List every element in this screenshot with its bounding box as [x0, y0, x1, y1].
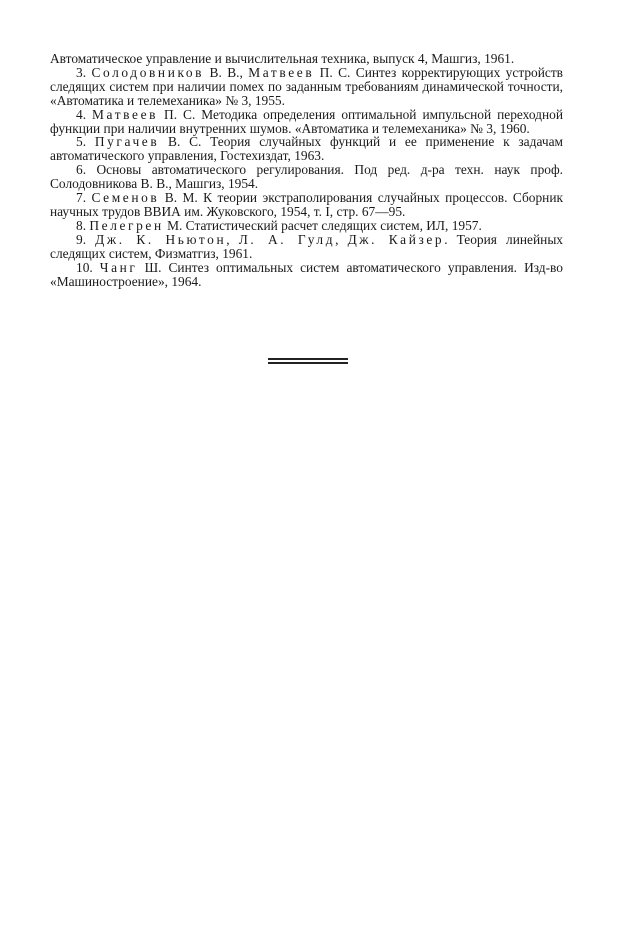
- divider-line: [268, 362, 348, 364]
- reference-number: 9.: [76, 231, 96, 247]
- reference-author: Матвеев: [248, 64, 315, 80]
- reference-author: Чанг: [99, 259, 138, 275]
- reference-text: П. С. Методика определения оптимальной импульсной переходной функции при наличии внутренних шумов. «Автоматика и телемеханика» № 3, 1960.: [50, 106, 564, 136]
- reference-text: М. Статистический расчет следящих систем, ИЛ, 1957.: [163, 217, 482, 233]
- reference-text: В. С. Теория случайных функций и ее применение к задачам автоматического управления, Гостехиздат, 1963.: [50, 134, 564, 164]
- reference-text: В. М. К теории экстраполирования случайных процессов. Сборник научных трудов ВВИА им. Жуковского, 1954, т. I, стр. 67—95.: [50, 190, 564, 219]
- reference-item-5: [50, 135, 563, 163]
- reference-number: 8.: [76, 217, 90, 233]
- reference-item-8: [50, 219, 563, 233]
- reference-author: Дж. Кайзер: [347, 231, 445, 247]
- reference-number: 7.: [76, 190, 92, 206]
- reference-item-continued: [50, 52, 563, 66]
- reference-item-3: [50, 66, 563, 108]
- reference-list: [50, 52, 563, 288]
- reference-number: 3.: [76, 64, 92, 80]
- reference-item-10: [50, 261, 563, 289]
- reference-author: Семенов: [91, 190, 160, 206]
- reference-text: ,: [226, 231, 239, 247]
- reference-item-9: [50, 233, 563, 261]
- reference-text: ,: [335, 231, 348, 247]
- reference-text: Ш. Синтез оптимальных систем автоматического управления. Изд-во «Машиностроение», 1964.: [50, 259, 563, 289]
- end-of-section-rule: [268, 358, 348, 364]
- reference-author: Матвеев: [92, 106, 159, 122]
- reference-number: 10.: [76, 259, 100, 275]
- reference-author: Дж. К. Ньютон: [95, 231, 227, 247]
- reference-author: Солодовников: [91, 64, 205, 80]
- reference-author: Пугачев: [94, 134, 160, 150]
- reference-author: Пелегрен: [89, 217, 164, 233]
- reference-text: В. В.,: [204, 64, 249, 80]
- reference-item-6: [50, 163, 563, 191]
- reference-item-4: [50, 108, 563, 136]
- reference-text: Автоматическое управление и вычислительная техника, выпуск 4, Машгиз, 1961.: [50, 51, 515, 66]
- reference-text: П. С. Синтез корректирующих устройств следящих систем при наличии помех по заданным требованиям динамической точности, «Автоматика и телемеханика» № 3, 1955.: [50, 64, 564, 108]
- reference-number: 4.: [76, 106, 93, 122]
- reference-number: 5.: [76, 134, 95, 150]
- divider-line: [268, 358, 348, 360]
- reference-text: 6. Основы автоматического регулирования. Под ред. д-ра техн. наук проф. Солодовникова В. В., Машгиз, 1954.: [50, 162, 563, 192]
- reference-author: Л. А. Гулд: [238, 231, 336, 247]
- reference-item-7: [50, 191, 563, 219]
- reference-text: . Теория линейных следящих систем, Физматгиз, 1961.: [50, 231, 564, 261]
